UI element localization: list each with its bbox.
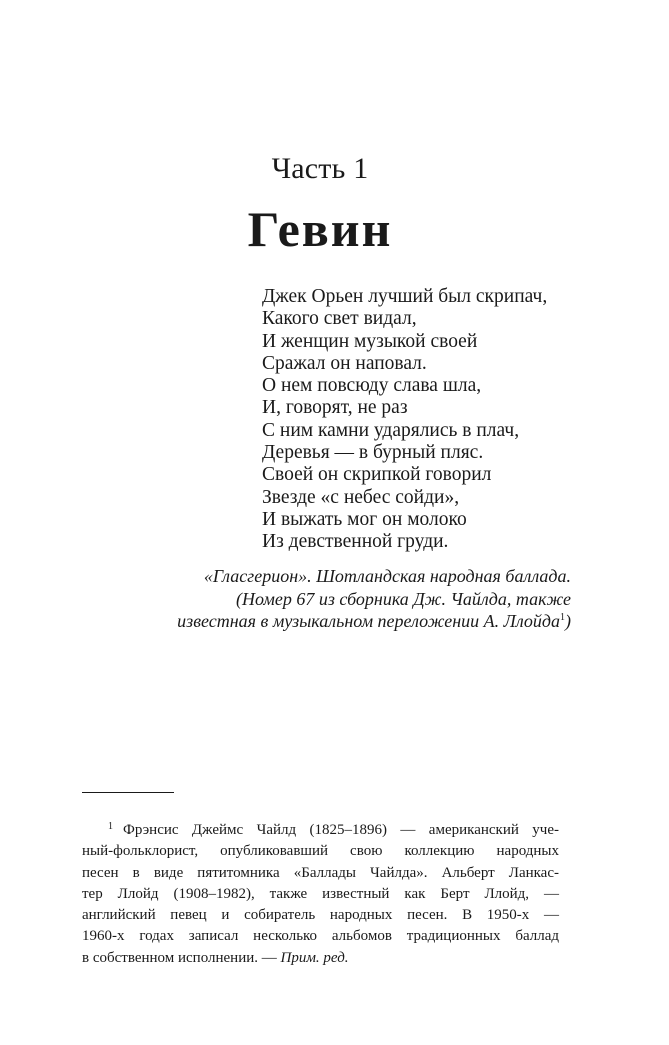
footnote-separator	[82, 792, 174, 793]
closing-parenthesis: )	[565, 611, 571, 631]
poem-line: Джек Орьен лучший был скрипач,	[262, 286, 548, 307]
poem-line: С ним камни ударялись в плач,	[262, 419, 520, 441]
poem-line: Звезде «с небес сойди»,	[262, 486, 460, 508]
footnote-line: английский певец и собиратель народных песен. В 1950-х —	[82, 907, 559, 924]
footnote	[82, 820, 559, 969]
footnote-reference: 1	[560, 612, 565, 623]
editor-note: Прим. ред.	[280, 949, 349, 966]
attribution-source: «Гласгерион». Шотландская народная баллада.	[203, 566, 571, 586]
epigraph-attribution	[177, 565, 571, 633]
chapter-title: Гевин	[247, 201, 393, 257]
epigraph-poem	[262, 286, 547, 554]
poem-line: Своей он скрипкой говорил	[262, 464, 492, 486]
poem-line: И выжать мог он молоко	[262, 508, 467, 530]
footnote-mark: 1	[108, 821, 113, 832]
poem-line: Сражал он наповал.	[262, 352, 427, 374]
footnote-line: 1960-х годах записал несколько альбомов традиционных баллад	[82, 928, 559, 945]
attribution-note-text: известная в музыкальном переложении А. Ллойда	[177, 611, 560, 631]
footnote-line: ный-фольклорист, опубликовавший свою коллекцию народных	[82, 843, 559, 860]
poem-line: И женщин музыкой своей	[262, 330, 478, 352]
attribution-note: (Номер 67 из сборника Дж. Чайлда, также	[236, 588, 571, 609]
footnote-line: песен в виде пятитомника «Баллады Чайлда». Альберт Ланкас-	[82, 864, 559, 881]
poem-line: Деревья — в бурный пляс.	[262, 442, 484, 464]
poem-line: Из девственной груди.	[262, 531, 449, 553]
footnote-line: тер Ллойд (1908–1982), также известный как Берт Ллойд, —	[82, 885, 559, 902]
poem-line: Какого свет видал,	[262, 308, 417, 330]
poem-line: О нем повсюду слава шла,	[262, 375, 482, 397]
footnote-line	[82, 948, 559, 969]
footnote-text: в собственном исполнении. —	[82, 949, 281, 966]
poem-line: И, говорят, не раз	[262, 397, 408, 419]
footnote-text: Фрэнсис Джеймс Чайлд (1825–1896) — американский уче-	[123, 822, 559, 838]
attribution-note	[177, 610, 571, 633]
footnote-line	[82, 820, 559, 841]
part-number-heading: Часть 1	[271, 152, 369, 185]
